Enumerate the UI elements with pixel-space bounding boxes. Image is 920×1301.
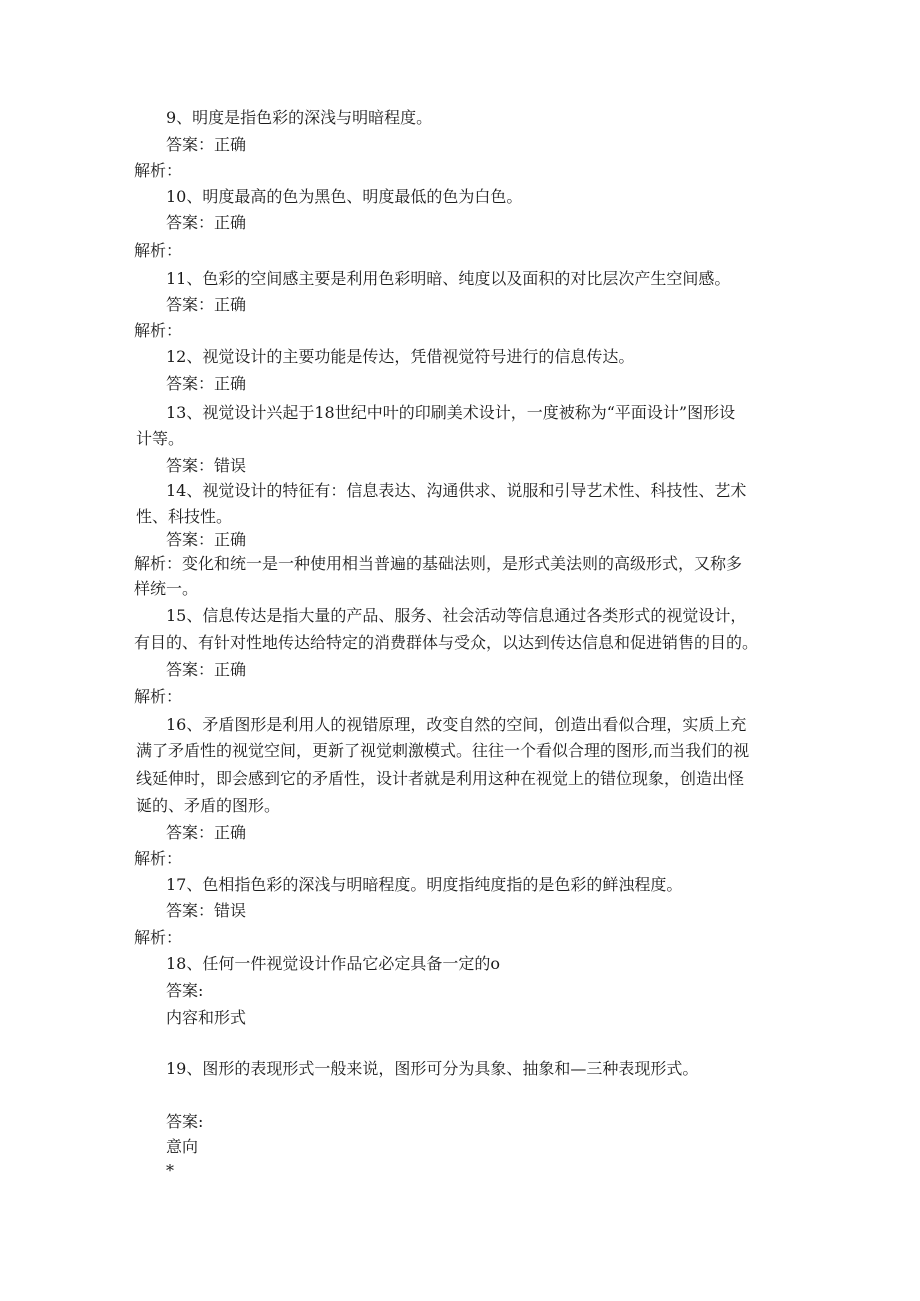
analysis-15: 解析： <box>134 687 183 706</box>
answer-9 <box>166 134 246 156</box>
answer-value: 错误 <box>214 456 247 475</box>
analysis-9: 解析： <box>134 161 183 180</box>
answer-label: 答案： <box>166 660 215 679</box>
answer-18-value: 内容和形式 <box>166 1008 247 1027</box>
answer-value: 正确 <box>214 135 247 154</box>
answer-label: 答案： <box>166 901 215 920</box>
question-13-line-2: 计等。 <box>136 429 185 448</box>
question-14-line-2: 性、科技性。 <box>136 507 233 526</box>
question-11: 11、色彩的空间感主要是利用色彩明暗、纯度以及面积的对比层次产生空间感。 <box>166 269 731 288</box>
answer-value: 正确 <box>214 660 247 679</box>
question-13-line-1: 13、视觉设计兴起于18世纪中叶的印刷美术设计，一度被称为“平面设计”图形设 <box>166 403 736 422</box>
analysis-11: 解析： <box>134 321 183 340</box>
answer-12 <box>166 373 246 395</box>
answer-label: 答案： <box>166 213 215 232</box>
answer-11 <box>166 294 246 316</box>
analysis-10: 解析： <box>134 241 183 260</box>
answer-19-label: 答案: <box>166 1112 204 1131</box>
answer-19-value: 意向 <box>166 1137 199 1156</box>
question-18: 18、任何一件视觉设计作品它必定具备一定的o <box>166 954 500 973</box>
analysis-14-line-1: 解析：变化和统一是一种使用相当普遍的基础法则，是形式美法则的高级形式，又称多 <box>134 554 743 573</box>
asterisk-mark: * <box>166 1161 174 1180</box>
analysis-16: 解析： <box>134 849 183 868</box>
analysis-17: 解析： <box>134 928 183 947</box>
answer-label: 答案： <box>166 456 215 475</box>
answer-value: 正确 <box>214 374 247 393</box>
answer-label: 答案： <box>166 135 215 154</box>
answer-14 <box>166 529 246 551</box>
question-16-line-1: 16、矛盾图形是利用人的视错原理，改变自然的空间，创造出看似合理，实质上充 <box>166 715 747 734</box>
answer-13 <box>166 455 246 477</box>
question-12: 12、视觉设计的主要功能是传达，凭借视觉符号进行的信息传达。 <box>166 347 635 366</box>
answer-label: 答案： <box>166 374 215 393</box>
question-19: 19、图形的表现形式一般来说，图形可分为具象、抽象和—三种表现形式。 <box>166 1059 699 1078</box>
answer-value: 正确 <box>214 213 247 232</box>
question-16-line-3: 线延伸时，即会感到它的矛盾性，设计者就是利用这种在视觉上的错位现象，创造出怪 <box>136 769 745 788</box>
question-15-line-1: 15、信息传达是指大量的产品、服务、社会活动等信息通过各类形式的视觉设计， <box>166 606 747 625</box>
answer-value: 正确 <box>214 530 247 549</box>
answer-15 <box>166 659 246 681</box>
answer-value: 正确 <box>214 295 247 314</box>
question-10: 10、明度最高的色为黑色、明度最低的色为白色。 <box>166 187 523 206</box>
answer-value: 错误 <box>214 901 247 920</box>
answer-16 <box>166 822 246 844</box>
answer-10 <box>166 212 246 234</box>
answer-label: 答案： <box>166 823 215 842</box>
question-14-line-1: 14、视觉设计的特征有：信息表达、沟通供求、说服和引导艺术性、科技性、艺术 <box>166 481 747 500</box>
answer-18-label: 答案: <box>166 981 204 1000</box>
question-17: 17、色相指色彩的深浅与明暗程度。明度指纯度指的是色彩的鲜浊程度。 <box>166 875 683 894</box>
answer-value: 正确 <box>214 823 247 842</box>
question-16-line-4: 诞的、矛盾的图形。 <box>136 796 281 815</box>
answer-17 <box>166 900 246 922</box>
answer-label: 答案： <box>166 295 215 314</box>
question-15-line-2: 有目的、有针对性地传达给特定的消费群体与受众，以达到传达信息和促进销售的目的。 <box>134 633 759 652</box>
question-16-line-2: 满了矛盾性的视觉空间，更新了视觉刺激模式。往往一个看似合理的图形,而当我们的视 <box>136 741 750 760</box>
question-9: 9、明度是指色彩的深浅与明暗程度。 <box>166 108 433 127</box>
answer-label: 答案： <box>166 530 215 549</box>
analysis-14-line-2: 样统一。 <box>134 579 199 598</box>
